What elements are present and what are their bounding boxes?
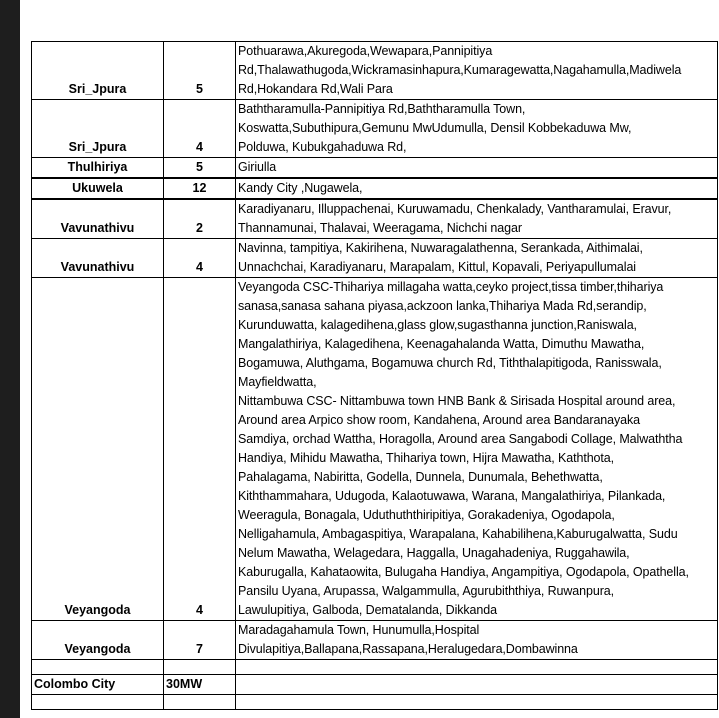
places-cell: [236, 239, 718, 278]
feeder-cell: 7: [164, 621, 236, 660]
place-line: Polduwa, Kubukgahaduwa Rd,: [238, 140, 407, 154]
places-cell: [236, 42, 718, 100]
place-line: Kiththammahara, Udugoda, Kalaotuwawa, Warana, Mangalathiriya, Pilankada,: [238, 489, 666, 503]
power-interruption-table: [31, 41, 718, 710]
area-cell: Vavunathivu: [32, 239, 164, 278]
place-line: Bogamuwa, Aluthgama, Bogamuwa church Rd, Tiththalapitigoda, Ranisswala,: [238, 356, 662, 370]
left-dark-border: [0, 0, 20, 718]
place-line: Pothuarawa,Akuregoda,Wewapara,Pannipitiya: [238, 44, 493, 58]
feeder-cell: 2: [164, 199, 236, 239]
place-line: Navinna, tampitiya, Kakirihena, Nuwaragalathenna, Serankada, Aithimalai,: [238, 241, 643, 255]
place-line: Baththaramulla-Pannipitiya Rd,Baththaramulla Town,: [238, 102, 526, 116]
place-line: Nelum Mawatha, Welagedara, Haggalla, Unagahadeniya, Ruggahawila,: [238, 546, 630, 560]
table-row: [32, 100, 718, 158]
table-row: [32, 42, 718, 100]
place-line: Handiya, Mihidu Mawatha, Thihariya town, Hijra Mawatha, Kaththota,: [238, 451, 614, 465]
place-line: Veyangoda CSC-Thihariya millagaha watta,ceyko project,tissa timber,thihariya: [238, 280, 664, 294]
place-line: Rd,Thalawathugoda,Wickramasinhapura,Kumaragewatta,Nagahamulla,Madiwela: [238, 63, 682, 77]
area-cell: Ukuwela: [32, 178, 164, 199]
feeder-cell: 4: [164, 239, 236, 278]
place-line: Samdiya, orchad Wattha, Horagolla, Around area Sangabodi Collage, Malwaththa: [238, 432, 683, 446]
summary-area: Colombo City: [32, 675, 164, 695]
place-line: Weeragula, Bonagala, Uduthuththiripitiya, Gorakadeniya, Ogodapola,: [238, 508, 615, 522]
place-line: Mayfieldwatta,: [238, 375, 317, 389]
area-cell: Vavunathivu: [32, 199, 164, 239]
place-line: Nelligahamula, Ambagaspitiya, Warapalana, Kahabilihena,Kaburugalwatta, Sudu: [238, 527, 678, 541]
feeder-cell: 12: [164, 178, 236, 199]
area-cell: Veyangoda: [32, 621, 164, 660]
place-line: Mangalathiriya, Kalagedihena, Keenagahalanda Watta, Dimuthu Mawatha,: [238, 337, 645, 351]
place-line: Kaburugalla, Kahataowita, Bulugaha Handiya, Angampitiya, Ogodapola, Opathella,: [238, 565, 689, 579]
area-cell: Sri_Jpura: [32, 42, 164, 100]
summary-value: 30MW: [164, 675, 236, 695]
places-cell: [236, 621, 718, 660]
area-cell: Thulhiriya: [32, 158, 164, 179]
place-line: Maradagahamula Town, Hunumulla,Hospital: [238, 623, 480, 637]
places-cell: [236, 199, 718, 239]
table-body: [32, 42, 718, 710]
place-line: Pahalagama, Nabiritta, Godella, Dunnela, Dunumala, Behethwatta,: [238, 470, 603, 484]
place-line: Lawulupitiya, Galboda, Dematalanda, Dikkanda: [238, 603, 497, 617]
table-row: [32, 158, 718, 179]
place-line: Koswatta,Subuthipura,Gemunu MwUdumulla, Densil Kobbekaduwa Mw,: [238, 121, 632, 135]
place-line: Karadiyanaru, Illuppachenai, Kuruwamadu, Chenkalady, Vantharamulai, Eravur,: [238, 202, 672, 216]
area-cell: Sri_Jpura: [32, 100, 164, 158]
place-line: Around area Arpico show room, Kandahena, Around area Bandaranayaka: [238, 413, 641, 427]
table-row: [32, 239, 718, 278]
spacer-row: [32, 695, 718, 710]
places-cell: [236, 100, 718, 158]
table-row: [32, 278, 718, 621]
table-row: [32, 621, 718, 660]
place-line: Kandy City ,Nugawela,: [238, 181, 363, 195]
place-line: sanasa,sanasa sahana piyasa,ackzoon lanka,Thihariya Mada Rd,serandip,: [238, 299, 647, 313]
place-line: Nittambuwa CSC- Nittambuwa town HNB Bank & Sirisada Hospital around area,: [238, 394, 676, 408]
place-line: Rd,Hokandara Rd,Wali Para: [238, 82, 393, 96]
place-line: Kurunduwatta, kalagedihena,glass glow,sugasthanna junction,Raniswala,: [238, 318, 637, 332]
place-line: Giriulla: [238, 160, 277, 174]
area-cell: Veyangoda: [32, 278, 164, 621]
places-cell: [236, 278, 718, 621]
table-row: [32, 178, 718, 199]
places-cell: [236, 158, 718, 179]
feeder-cell: 4: [164, 278, 236, 621]
place-line: Thannamunai, Thalavai, Weeragama, Nichchi nagar: [238, 221, 522, 235]
table-row: [32, 199, 718, 239]
feeder-cell: 5: [164, 42, 236, 100]
spacer-row: [32, 660, 718, 675]
summary-row: [32, 675, 718, 695]
feeder-cell: 5: [164, 158, 236, 179]
place-line: Unnachchai, Karadiyanaru, Marapalam, Kittul, Kopavali, Periyapullumalai: [238, 260, 636, 274]
place-line: Divulapitiya,Ballapana,Rassapana,Heralugedara,Dombawinna: [238, 642, 578, 656]
feeder-cell: 4: [164, 100, 236, 158]
place-line: Pansilu Uyana, Arupassa, Walgammulla, Agurubiththiya, Ruwanpura,: [238, 584, 614, 598]
places-cell: [236, 178, 718, 199]
